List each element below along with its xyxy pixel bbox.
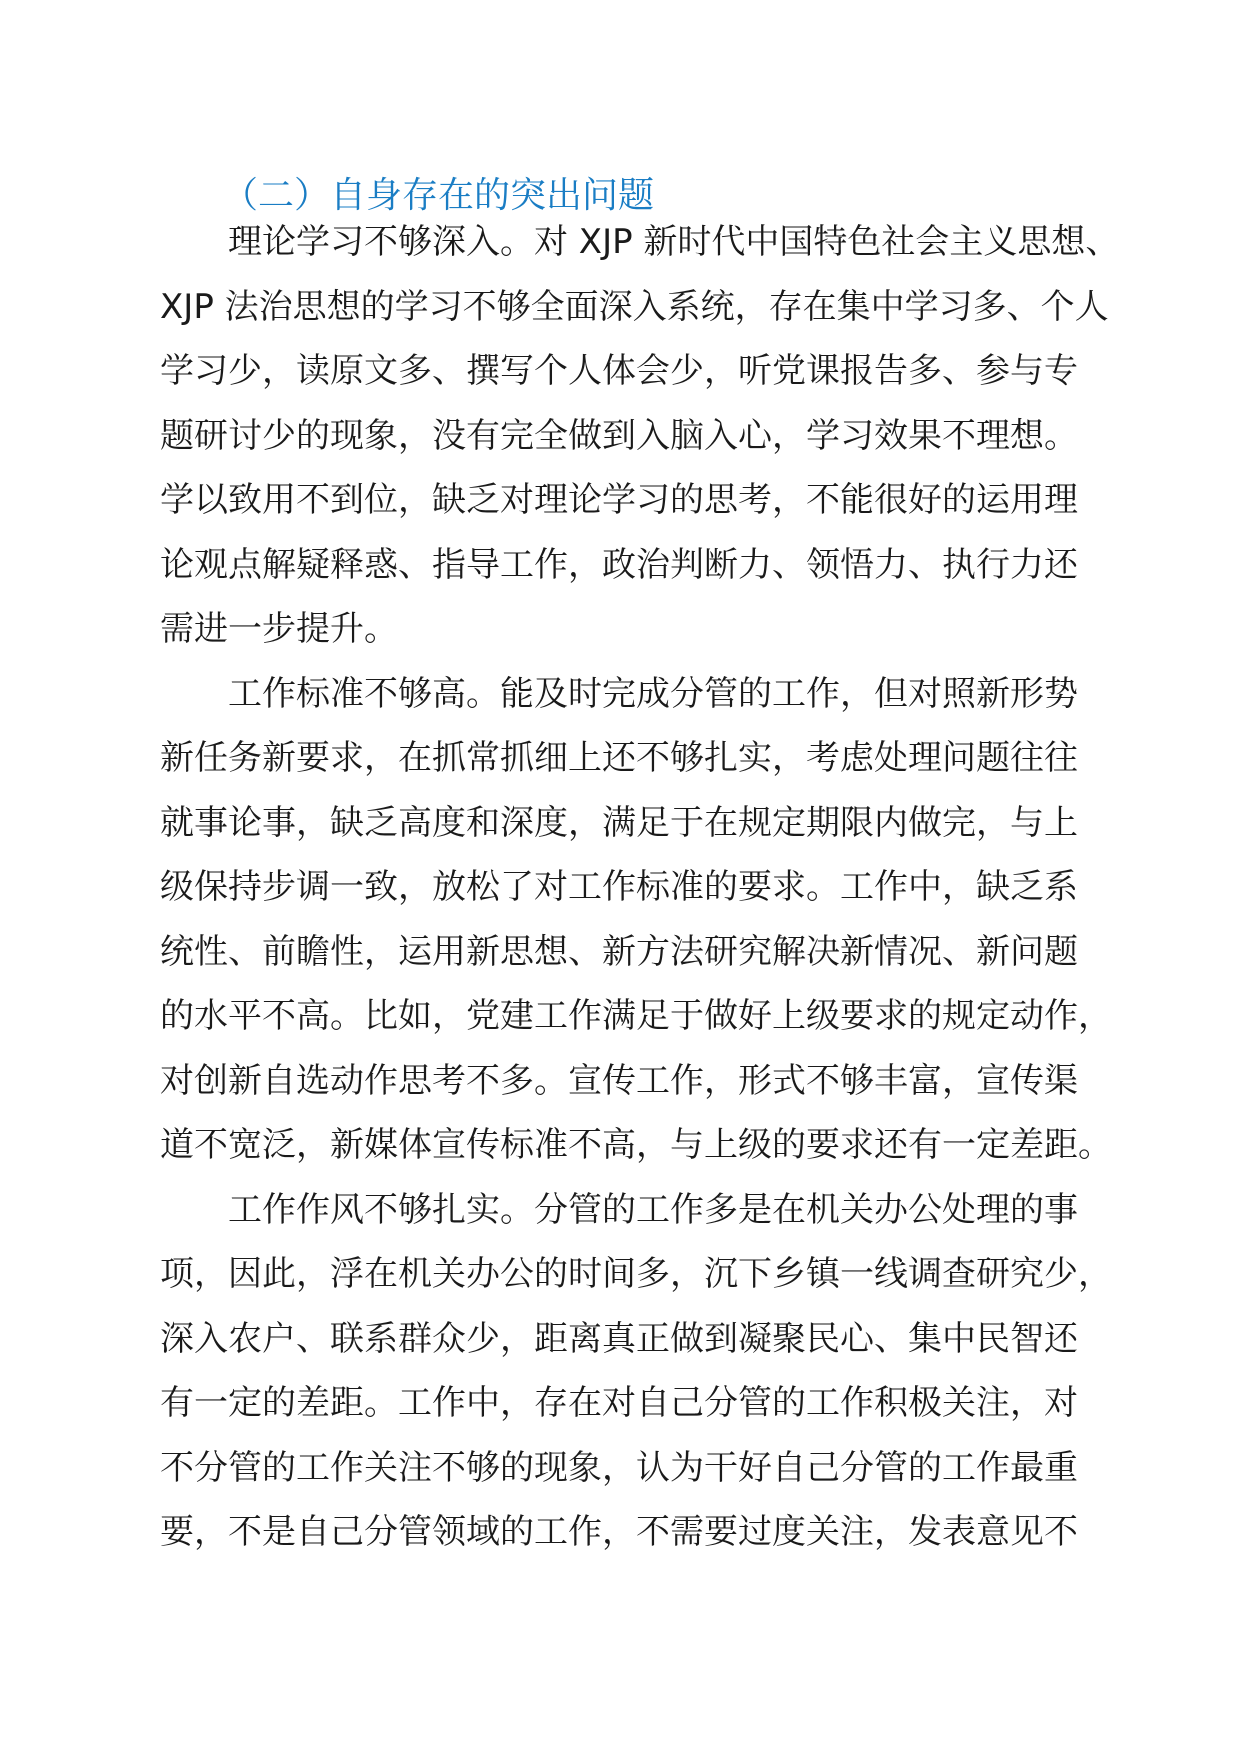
text-line: 工作作风不够扎实。分管的工作多是在机关办公处理的事 [228, 1189, 1078, 1230]
document-body [160, 210, 1120, 1565]
text-line: 深入农户、联系群众少，距离真正做到凝聚民心、集中民智还 [160, 1318, 1078, 1359]
text-line: 级保持步调一致，放松了对工作标准的要求。工作中，缺乏系 [160, 867, 1078, 907]
text-line: 需进一步提升。 [160, 609, 398, 649]
text-line: 要，不是自己分管领域的工作，不需要过度关注，发表意见不 [160, 1512, 1078, 1552]
paragraph-work-standard [160, 662, 1120, 1178]
text-line: 道不宽泛，新媒体宣传标准不高，与上级的要求还有一定差距。 [160, 1125, 1112, 1165]
section-heading: （二）自身存在的突出问题 [222, 175, 655, 216]
text-line: 学习少，读原文多、撰写个人体会少，听党课报告多、参与专 [160, 351, 1078, 391]
text-line: 的水平不高。比如，党建工作满足于做好上级要求的规定动作， [160, 996, 1112, 1036]
text-line: 就事论事，缺乏高度和深度，满足于在规定期限内做完，与上 [160, 802, 1078, 843]
text-line: 统性、前瞻性，运用新思想、新方法研究解决新情况、新问题 [160, 931, 1078, 972]
text-line: XJP 法治思想的学习不够全面深入系统，存在集中学习多、个人 [160, 286, 1109, 327]
text-line: 新任务新要求，在抓常抓细上还不够扎实，考虑处理问题往往 [160, 738, 1078, 778]
text-line: 工作标准不够高。能及时完成分管的工作，但对照新形势 [228, 673, 1078, 714]
paragraph-work-style [160, 1178, 1120, 1565]
text-line: 理论学习不够深入。对 XJP 新时代中国特色社会主义思想、 [228, 222, 1120, 262]
text-line: 不分管的工作关注不够的现象，认为干好自己分管的工作最重 [160, 1447, 1078, 1488]
paragraph-theory-study [160, 210, 1120, 662]
text-line: 对创新自选动作思考不多。宣传工作，形式不够丰富，宣传渠 [160, 1060, 1078, 1101]
text-line: 题研讨少的现象，没有完全做到入脑入心，学习效果不理想。 [160, 415, 1078, 456]
text-line: 项，因此，浮在机关办公的时间多，沉下乡镇一线调查研究少， [160, 1254, 1112, 1294]
text-line: 论观点解疑释惑、指导工作，政治判断力、领悟力、执行力还 [160, 544, 1078, 585]
text-line: 有一定的差距。工作中，存在对自己分管的工作积极关注，对 [160, 1383, 1078, 1423]
text-line: 学以致用不到位，缺乏对理论学习的思考，不能很好的运用理 [160, 480, 1078, 520]
